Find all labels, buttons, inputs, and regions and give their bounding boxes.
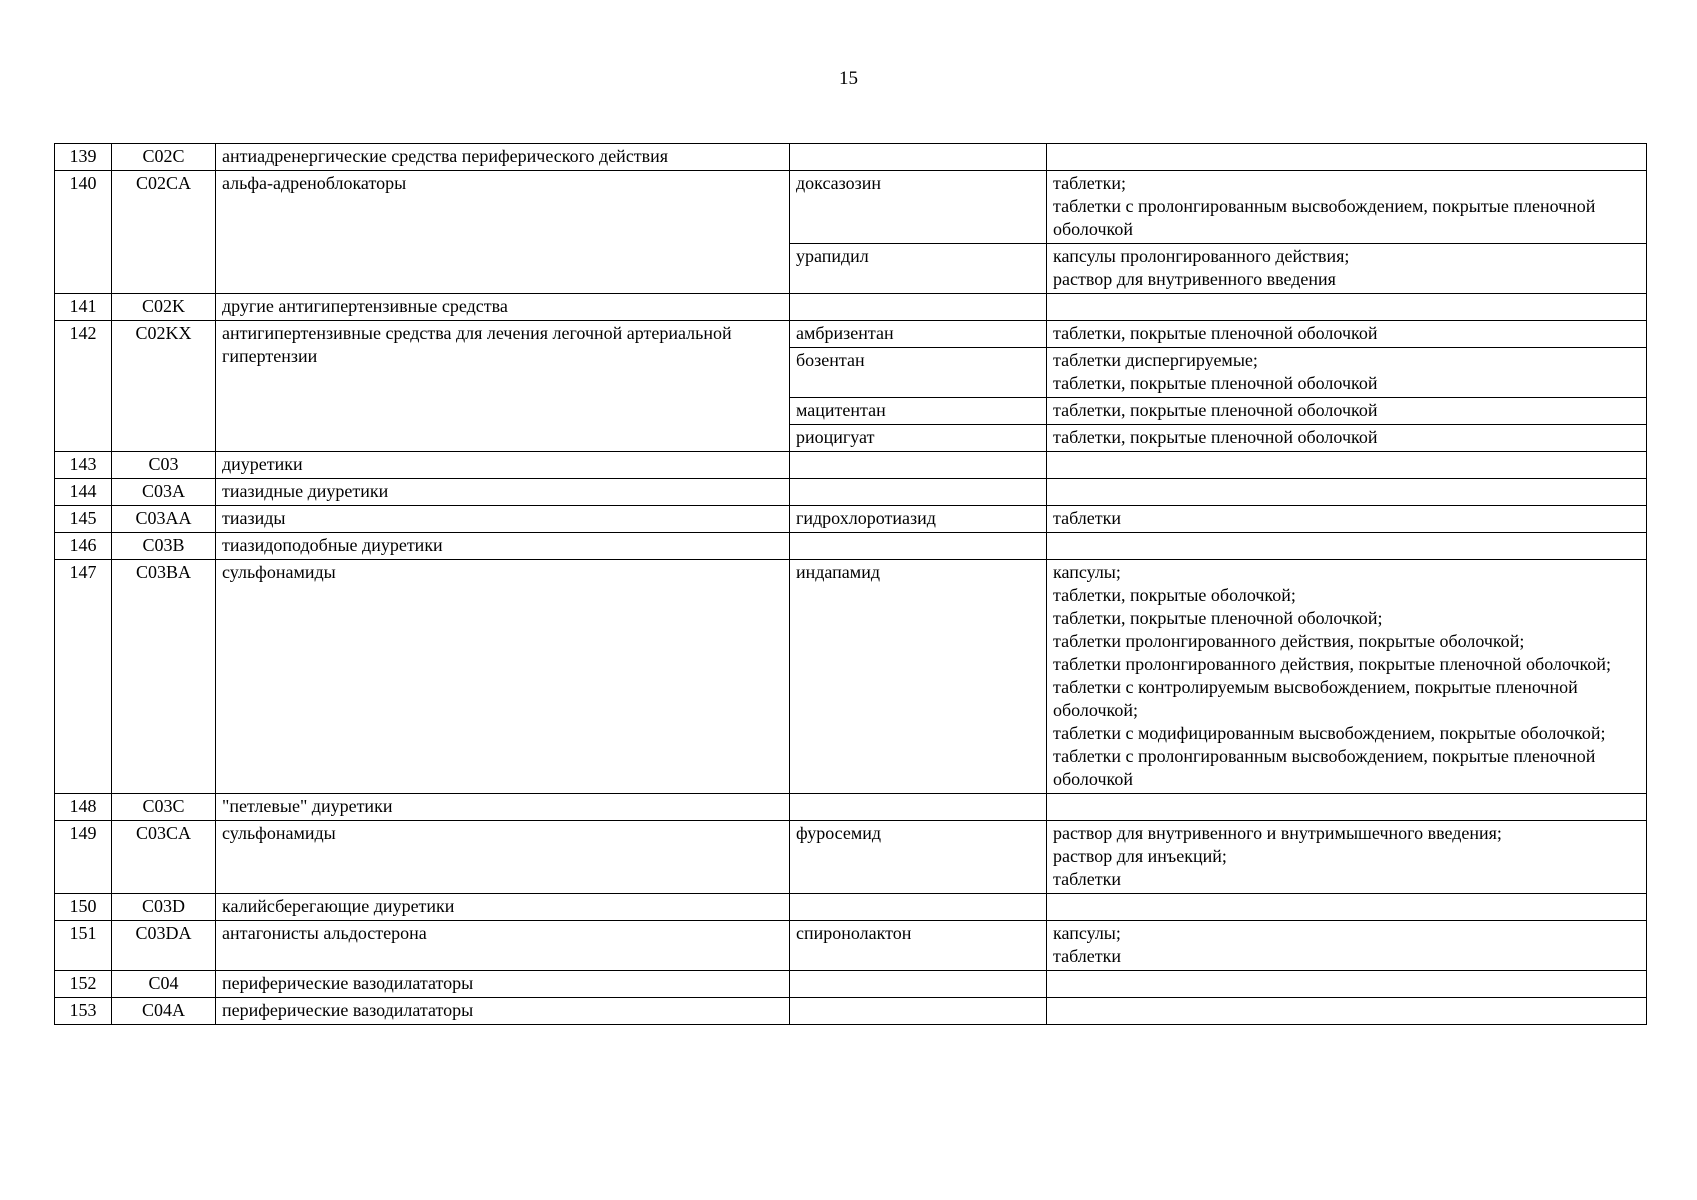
- dosage-form-line: раствор для внутривенного введения: [1053, 269, 1336, 289]
- table-row: [55, 560, 1647, 794]
- dosage-form-line: таблетки;: [1053, 173, 1127, 193]
- row-number-cell: 143: [55, 452, 112, 479]
- atc-code-cell: C03A: [112, 479, 216, 506]
- dosage-forms-cell: [1047, 171, 1647, 244]
- dosage-forms-cell: [1047, 821, 1647, 894]
- table-row: [55, 506, 1647, 533]
- dosage-form-line: таблетки с контролируемым высвобождением, покрытые пленочной оболочкой;: [1053, 677, 1578, 720]
- row-number-cell: 150: [55, 894, 112, 921]
- atc-code-cell: C02C: [112, 144, 216, 171]
- dosage-forms-cell: [1047, 794, 1647, 821]
- atc-code-cell: C02K: [112, 294, 216, 321]
- drug-name-cell: [790, 144, 1047, 171]
- dosage-form-line: таблетки диспергируемые;: [1053, 350, 1258, 370]
- table-row: [55, 533, 1647, 560]
- dosage-form-line: таблетки с пролонгированным высвобождением, покрытые пленочной оболочкой: [1053, 746, 1596, 789]
- row-number-cell: 152: [55, 971, 112, 998]
- atc-code-cell: C03DA: [112, 921, 216, 971]
- pharmacological-group-cell: альфа-адреноблокаторы: [216, 171, 790, 294]
- drug-name-cell: бозентан: [790, 348, 1047, 398]
- dosage-form-line: таблетки: [1053, 946, 1122, 966]
- table-row: [55, 452, 1647, 479]
- row-number-cell: 148: [55, 794, 112, 821]
- dosage-form-line: капсулы пролонгированного действия;: [1053, 246, 1350, 266]
- table-row: [55, 144, 1647, 171]
- dosage-form-line: таблетки, покрытые пленочной оболочкой: [1053, 400, 1378, 420]
- dosage-form-line: таблетки, покрытые оболочкой;: [1053, 585, 1296, 605]
- drug-name-cell: [790, 998, 1047, 1025]
- table-row: [55, 821, 1647, 894]
- dosage-form-line: таблетки, покрытые пленочной оболочкой: [1053, 427, 1378, 447]
- drug-name-cell: доксазозин: [790, 171, 1047, 244]
- row-number-cell: 147: [55, 560, 112, 794]
- drug-name-cell: индапамид: [790, 560, 1047, 794]
- pharmacological-group-cell: тиазидоподобные диуретики: [216, 533, 790, 560]
- atc-code-cell: C03B: [112, 533, 216, 560]
- table-body: [55, 144, 1647, 1025]
- pharmacological-group-cell: тиазиды: [216, 506, 790, 533]
- dosage-forms-cell: [1047, 348, 1647, 398]
- table-row: [55, 894, 1647, 921]
- pharmacological-group-cell: антиадренергические средства периферического действия: [216, 144, 790, 171]
- dosage-forms-cell: [1047, 533, 1647, 560]
- drug-name-cell: мацитентан: [790, 398, 1047, 425]
- row-number-cell: 145: [55, 506, 112, 533]
- row-number-cell: 153: [55, 998, 112, 1025]
- dosage-forms-cell: [1047, 921, 1647, 971]
- dosage-form-line: таблетки пролонгированного действия, покрытые пленочной оболочкой;: [1053, 654, 1611, 674]
- atc-code-cell: C03D: [112, 894, 216, 921]
- dosage-forms-cell: [1047, 560, 1647, 794]
- pharmacological-group-cell: сульфонамиды: [216, 560, 790, 794]
- row-number-cell: 146: [55, 533, 112, 560]
- dosage-forms-cell: [1047, 998, 1647, 1025]
- drug-name-cell: [790, 294, 1047, 321]
- row-number-cell: 151: [55, 921, 112, 971]
- table-row: [55, 998, 1647, 1025]
- page-number: 15: [839, 68, 858, 89]
- drug-name-cell: [790, 479, 1047, 506]
- drug-name-cell: [790, 794, 1047, 821]
- dosage-form-line: таблетки, покрытые пленочной оболочкой: [1053, 373, 1378, 393]
- dosage-forms-cell: [1047, 971, 1647, 998]
- table-row: [55, 321, 1647, 348]
- dosage-forms-cell: [1047, 294, 1647, 321]
- dosage-form-line: раствор для инъекций;: [1053, 846, 1227, 866]
- drug-name-cell: гидрохлоротиазид: [790, 506, 1047, 533]
- row-number-cell: 149: [55, 821, 112, 894]
- row-number-cell: 142: [55, 321, 112, 452]
- drug-name-cell: амбризентан: [790, 321, 1047, 348]
- atc-code-cell: C03AA: [112, 506, 216, 533]
- dosage-form-line: таблетки, покрытые пленочной оболочкой;: [1053, 608, 1383, 628]
- dosage-forms-cell: [1047, 321, 1647, 348]
- pharmacological-group-cell: периферические вазодилататоры: [216, 971, 790, 998]
- dosage-forms-cell: [1047, 144, 1647, 171]
- drug-name-cell: спиронолактон: [790, 921, 1047, 971]
- row-number-cell: 139: [55, 144, 112, 171]
- dosage-forms-cell: [1047, 398, 1647, 425]
- drug-name-cell: урапидил: [790, 244, 1047, 294]
- atc-code-cell: C03CA: [112, 821, 216, 894]
- table-row: [55, 479, 1647, 506]
- dosage-forms-cell: [1047, 452, 1647, 479]
- pharmacological-group-cell: сульфонамиды: [216, 821, 790, 894]
- table-row: [55, 294, 1647, 321]
- dosage-forms-cell: [1047, 244, 1647, 294]
- dosage-forms-cell: [1047, 506, 1647, 533]
- dosage-form-line: таблетки пролонгированного действия, покрытые оболочкой;: [1053, 631, 1525, 651]
- drug-name-cell: риоцигуат: [790, 425, 1047, 452]
- dosage-form-line: капсулы;: [1053, 562, 1121, 582]
- table-row: [55, 171, 1647, 244]
- row-number-cell: 144: [55, 479, 112, 506]
- dosage-form-line: раствор для внутривенного и внутримышечного введения;: [1053, 823, 1502, 843]
- table-row: [55, 794, 1647, 821]
- drug-classification-table: [54, 143, 1647, 1025]
- dosage-form-line: таблетки: [1053, 508, 1122, 528]
- drug-name-cell: [790, 452, 1047, 479]
- pharmacological-group-cell: "петлевые" диуретики: [216, 794, 790, 821]
- dosage-form-line: таблетки: [1053, 869, 1122, 889]
- drug-name-cell: [790, 971, 1047, 998]
- atc-code-cell: C02CA: [112, 171, 216, 294]
- row-number-cell: 140: [55, 171, 112, 294]
- drug-name-cell: [790, 533, 1047, 560]
- dosage-form-line: таблетки, покрытые пленочной оболочкой: [1053, 323, 1378, 343]
- atc-code-cell: C03BA: [112, 560, 216, 794]
- atc-code-cell: C02KX: [112, 321, 216, 452]
- dosage-forms-cell: [1047, 894, 1647, 921]
- dosage-forms-cell: [1047, 479, 1647, 506]
- pharmacological-group-cell: антагонисты альдостерона: [216, 921, 790, 971]
- row-number-cell: 141: [55, 294, 112, 321]
- table-row: [55, 971, 1647, 998]
- pharmacological-group-cell: калийсберегающие диуретики: [216, 894, 790, 921]
- dosage-form-line: таблетки с модифицированным высвобождением, покрытые оболочкой;: [1053, 723, 1606, 743]
- pharmacological-group-cell: тиазидные диуретики: [216, 479, 790, 506]
- atc-code-cell: C03C: [112, 794, 216, 821]
- pharmacological-group-cell: диуретики: [216, 452, 790, 479]
- drug-name-cell: [790, 894, 1047, 921]
- dosage-form-line: таблетки с пролонгированным высвобождением, покрытые пленочной оболочкой: [1053, 196, 1596, 239]
- table-row: [55, 921, 1647, 971]
- atc-code-cell: C04: [112, 971, 216, 998]
- atc-code-cell: C03: [112, 452, 216, 479]
- dosage-form-line: капсулы;: [1053, 923, 1121, 943]
- pharmacological-group-cell: другие антигипертензивные средства: [216, 294, 790, 321]
- pharmacological-group-cell: антигипертензивные средства для лечения легочной артериальной гипертензии: [216, 321, 790, 452]
- drug-name-cell: фуросемид: [790, 821, 1047, 894]
- atc-code-cell: C04A: [112, 998, 216, 1025]
- dosage-forms-cell: [1047, 425, 1647, 452]
- pharmacological-group-cell: периферические вазодилататоры: [216, 998, 790, 1025]
